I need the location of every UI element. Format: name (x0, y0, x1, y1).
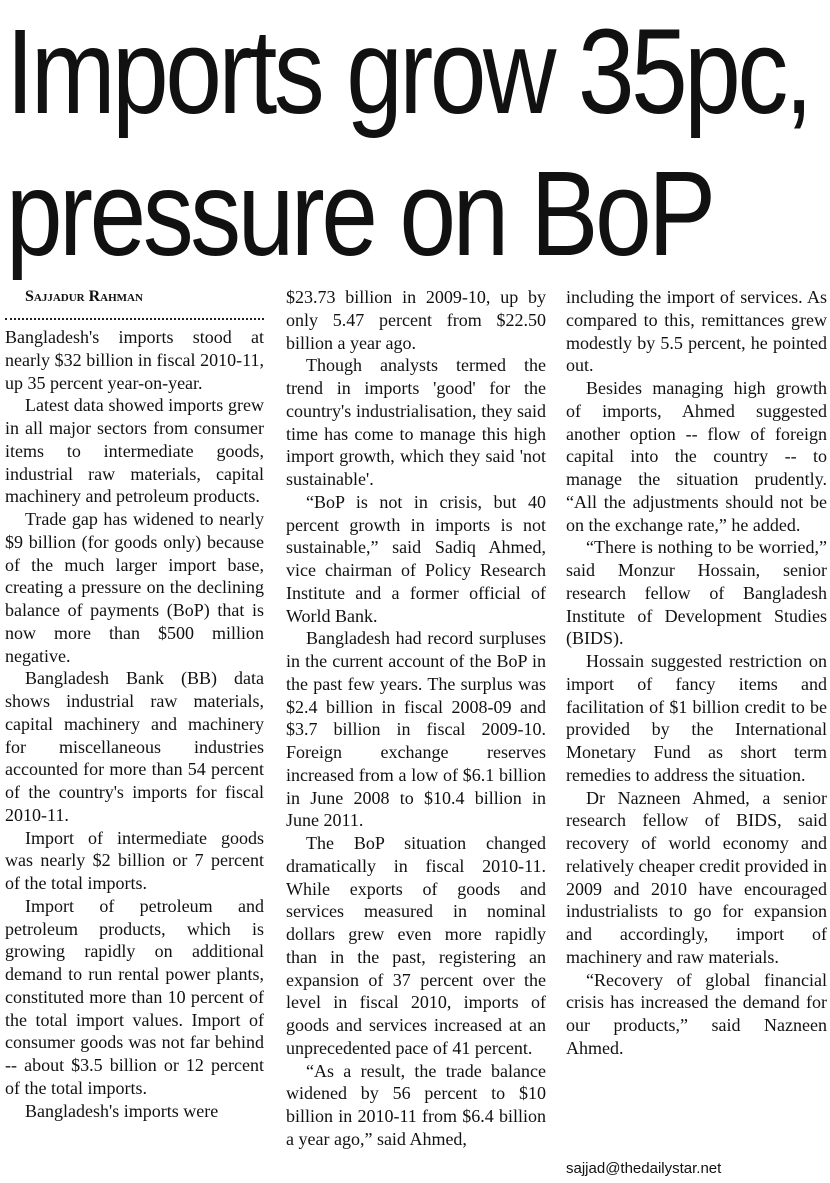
paragraph: Bangladesh Bank (BB) data shows industrial raw materials, capital machinery and machinery for miscellaneous industries accounted for more than 54 percent of the country's imports for fiscal 2010-11. (5, 668, 264, 825)
paragraph: “Recovery of global financial crisis has increased the demand for our products,” said Nazneen Ahmed. (566, 969, 827, 1058)
paragraph: Dr Nazneen Ahmed, a senior research fellow of BIDS, said recovery of world economy and relatively cheaper credit provided in 2009 and 2010 have encouraged industrialists to go for expansion and accordingly, import of machinery and raw materials. (566, 787, 827, 967)
paragraph: The BoP situation changed dramatically in fiscal 2010-11. While exports of goods and services measured in nominal dollars grew even more rapidly than in the past, registering an expansion of 37 percent over the level in fiscal 2010, imports of goods and services increased at an unprecedented pace of 41 percent. (286, 833, 546, 1058)
paragraph: Though analysts termed the trend in imports 'good' for the country's industrialisation, they said time has come to manage this high import growth, which they said 'not sustainable'. (286, 355, 546, 489)
article-column-2 (286, 286, 546, 1151)
headline-line-1: Imports grow 35pc, (6, 3, 810, 139)
paragraph: Hossain suggested restriction on import of fancy items and facilitation of $1 billion credit to be provided by the International Monetary Fund as short term remedies to address the situation. (566, 651, 827, 785)
paragraph: “BoP is not in crisis, but 40 percent growth in imports is not sustainable,” said Sadiq Ahmed, vice chairman of Policy Research Institute and a former official of World Bank. (286, 491, 546, 626)
paragraph: Bangladesh's imports were (25, 1100, 219, 1121)
byline-divider (5, 308, 264, 320)
paragraph: Bangladesh had record surpluses in the current account of the BoP in the past few years. The surplus was $2.4 billion in fiscal 2008-09 and $3.7 billion in fiscal 2009-10. Foreign exchange reserves increased from a low of $6.1 billion in June 2008 to $10.4 billion in June 2011. (286, 628, 546, 831)
headline-line-2: pressure on BoP (6, 145, 713, 281)
paragraph: including the import of services. As compared to this, remittances grew modestly by 5.5 percent, he pointed out. (566, 287, 827, 376)
article-column-1 (5, 286, 264, 1122)
paragraph: Import of petroleum and petroleum products, which is growing rapidly on additional demand to run rental power plants, constituted more than 10 percent of the total import values. Import of consumer goods was not far behind -- about $3.5 billion or 12 percent of the total imports. (5, 895, 264, 1098)
article-column-3 (566, 286, 827, 1060)
paragraph: “As a result, the trade balance widened by 56 percent to $10 billion in 2010-11 from $6.4 billion a year ago,” said Ahmed, (286, 1060, 546, 1149)
headline (6, 0, 810, 284)
paragraph: “There is nothing to be worried,” said Monzur Hossain, senior research fellow of Bangladesh Institute of Development Studies (BIDS). (566, 537, 827, 649)
paragraph: Besides managing high growth of imports, Ahmed suggested another option -- flow of foreign capital into the country -- to manage the situation prudently. “All the adjustments should not be on the exchange rate,” he added. (566, 378, 827, 535)
paragraph: $23.73 billion in 2009-10, up by only 5.47 percent from $22.50 billion a year ago. (286, 287, 546, 353)
paragraph: Trade gap has widened to nearly $9 billion (for goods only) because of the much larger import base, creating a pressure on the declining balance of payments (BoP) that is now more than $500 million negative. (5, 509, 264, 666)
author-email: sajjad@thedailystar.net (566, 1160, 722, 1177)
byline: Sajjadur Rahman (25, 288, 143, 305)
paragraph: Bangladesh's imports stood at nearly $32 billion in fiscal 2010-11, up 35 percent year-on-year. (5, 327, 264, 393)
paragraph: Latest data showed imports grew in all major sectors from consumer items to intermediate goods, industrial raw materials, capital machinery and petroleum products. (5, 395, 264, 507)
paragraph: Import of intermediate goods was nearly $2 billion or 7 percent of the total imports. (5, 827, 264, 893)
